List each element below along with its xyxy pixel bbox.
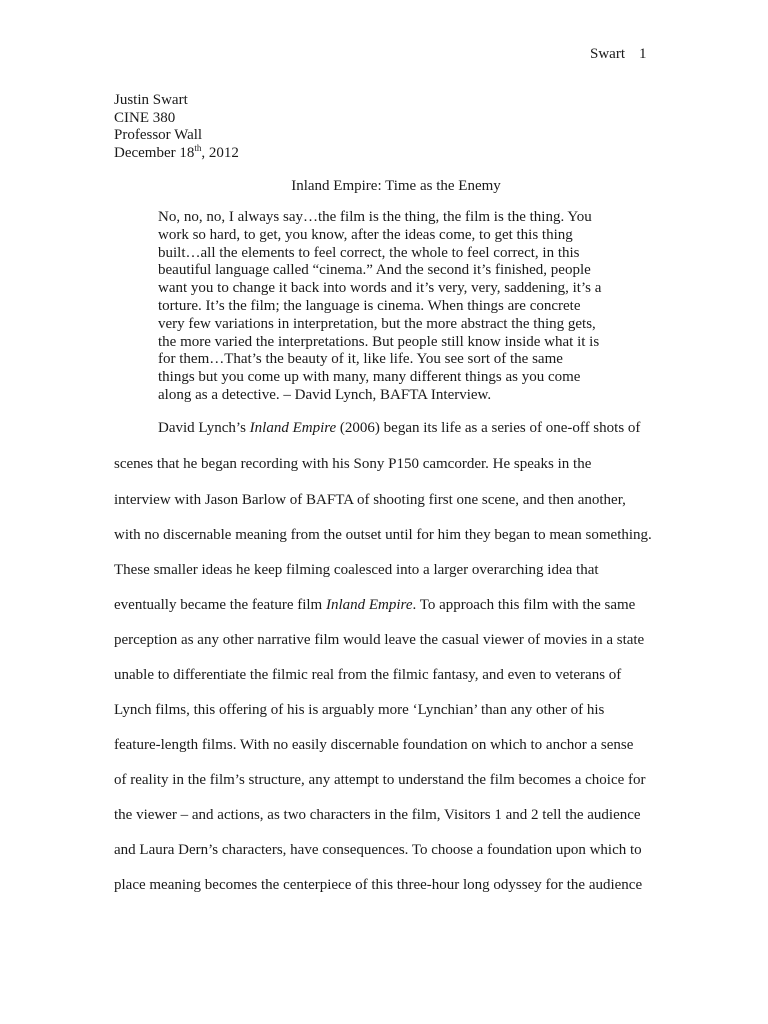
body-line: unable to differentiate the filmic real from the filmic fantasy, and even to veterans of	[114, 667, 622, 683]
quote-line: very few variations in interpretation, but the more abstract the thing gets,	[158, 315, 596, 332]
body-text: eventually became the feature film	[114, 597, 326, 613]
quote-line: for them…That’s the beauty of it, like life. You see sort of the same	[158, 351, 563, 368]
body-line: and Laura Dern’s characters, have consequences. To choose a foundation upon which to	[114, 842, 642, 858]
body-line	[158, 418, 640, 438]
body-line: scenes that he began recording with his Sony P150 camcorder. He speaks in the	[114, 456, 592, 472]
quote-line: along as a detective. – David Lynch, BAFTA Interview.	[158, 386, 492, 403]
course-name: CINE 380	[114, 109, 176, 126]
body-line: with no discernable meaning from the outset until for him they began to mean something.	[114, 527, 652, 543]
body-line	[114, 595, 635, 615]
body-text: (2006) began its life as a series of one-off shots of	[336, 420, 641, 436]
running-header	[590, 45, 647, 63]
block-quote	[158, 209, 602, 405]
student-name: Justin Swart	[114, 92, 188, 108]
body-line: the viewer – and actions, as two characters in the film, Visitors 1 and 2 tell the audience	[114, 807, 641, 823]
quote-line: want you to change it back into words and it’s very, very, saddening, it’s a	[158, 280, 602, 297]
date-line	[114, 142, 239, 163]
header-author: Swart	[590, 46, 625, 62]
body-line: feature-length films. With no easily discernable foundation on which to anchor a sense	[114, 737, 634, 753]
date-suffix: , 2012	[201, 144, 239, 161]
date-prefix: December 18	[114, 144, 195, 161]
quote-line: torture. It’s the film; the language is cinema. When things are concrete	[158, 297, 581, 314]
quote-line: built…all the elements to feel correct, the whole to feel correct, in this	[158, 244, 580, 261]
quote-line: the more varied the interpretations. But people still know inside what it is	[158, 333, 600, 350]
essay-title: Inland Empire: Time as the Enemy	[291, 178, 501, 194]
body-text: David Lynch’s	[158, 420, 250, 436]
quote-line: work so hard, to get, you know, after the ideas come, to get this thing	[158, 226, 573, 243]
film-title-italic: Inland Empire	[249, 420, 337, 436]
body-line: interview with Jason Barlow of BAFTA of shooting first one scene, and then another,	[114, 492, 626, 508]
quote-line: things but you come up with many, many different things as you come	[158, 369, 581, 386]
quote-line: No, no, no, I always say…the film is the thing, the film is the thing. You	[158, 209, 592, 225]
body-line: perception as any other narrative film would leave the casual viewer of movies in a state	[114, 632, 645, 648]
body-text: . To approach this film with the same	[412, 597, 636, 613]
page-number: 1	[639, 46, 647, 62]
essay-title-container	[0, 177, 768, 195]
body-line: place meaning becomes the centerpiece of this three-hour long odyssey for the audience	[114, 877, 643, 893]
body-line: These smaller ideas he keep filming coalesced into a larger overarching idea that	[114, 562, 599, 578]
body-line: Lynch films, this offering of his is arguably more ‘Lynchian’ than any other of his	[114, 702, 605, 718]
film-title-italic: Inland Empire	[325, 597, 413, 613]
quote-line: beautiful language called “cinema.” And the second it’s finished, people	[158, 262, 591, 279]
instructor-name: Professor Wall	[114, 127, 203, 143]
body-line: of reality in the film’s structure, any attempt to understand the film becomes a choice for	[114, 772, 646, 788]
mla-heading	[114, 92, 239, 162]
date-ordinal: th	[194, 142, 202, 153]
